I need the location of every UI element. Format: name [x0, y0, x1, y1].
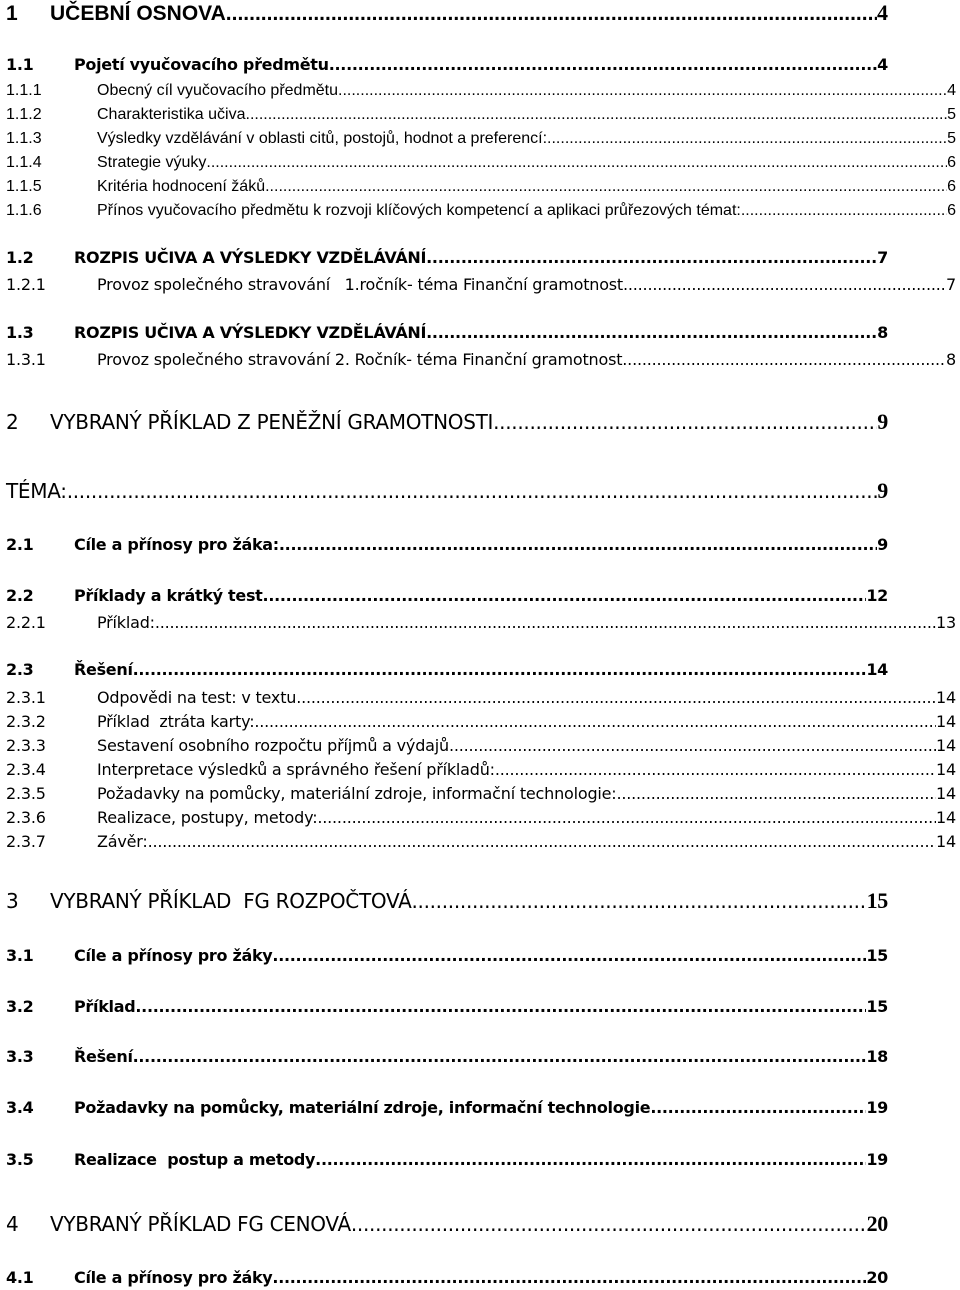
dot-leader: [296, 688, 936, 707]
toc-title: Charakteristika učiva: [97, 106, 246, 123]
toc-title: Výsledky vzdělávání v oblasti citů, postojů, hodnot a preferencí:: [97, 130, 548, 147]
toc-title: Příklad ztráta karty:: [97, 712, 255, 731]
dot-leader: [265, 178, 947, 196]
toc-page: 14: [936, 784, 956, 803]
toc-title: Řešení: [74, 1047, 133, 1066]
toc-title: Požadavky na pomůcky, materiální zdroje, informační technologie.: [74, 1098, 657, 1117]
dot-leader: [246, 106, 948, 124]
toc-page: 14: [936, 760, 956, 779]
toc-number: 1.1.3: [6, 130, 42, 147]
toc-page: 7: [877, 248, 888, 267]
toc-entry[interactable]: [6, 736, 956, 758]
toc-page: 6: [947, 154, 956, 171]
toc-number: 1.1.1: [6, 82, 42, 99]
toc-number: 4: [6, 1212, 19, 1236]
toc-page: 15: [866, 888, 888, 913]
dot-leader: [206, 154, 947, 172]
toc-entry[interactable]: [6, 1047, 888, 1069]
dot-leader: [279, 535, 877, 554]
toc-title: Provoz společného stravování 2. Ročník- téma Finanční gramotnost: [97, 350, 623, 369]
dot-leader: [317, 808, 936, 827]
toc-number: 1.3.1: [6, 350, 46, 369]
toc-page: 12: [866, 586, 888, 605]
dot-leader: [493, 410, 877, 434]
toc-page: 20: [866, 1268, 888, 1287]
toc-page: 14: [936, 712, 956, 731]
toc-entry[interactable]: [6, 1211, 888, 1239]
toc-entry[interactable]: [6, 55, 888, 77]
toc-entry[interactable]: [6, 154, 956, 176]
toc-entry[interactable]: [6, 535, 888, 557]
toc-title: Cíle a přínosy pro žáky: [74, 946, 273, 965]
toc-entry[interactable]: [6, 82, 956, 104]
dot-leader: [426, 323, 877, 342]
toc-title: ROZPIS UČIVA A VÝSLEDKY VZDĚLÁVÁNÍ: [74, 248, 427, 267]
toc-title: Požadavky na pomůcky, materiální zdroje, informační technologie:: [97, 784, 617, 803]
toc-title: Cíle a přínosy pro žáka:: [74, 535, 279, 554]
dot-leader: [133, 1047, 867, 1066]
toc-title: Příklady a krátký test: [74, 586, 263, 605]
toc-number: 1.1.6: [6, 202, 42, 219]
toc-number: 3.1: [6, 946, 34, 965]
toc-number: 2.2.1: [6, 613, 46, 632]
toc-entry[interactable]: [6, 688, 956, 710]
dot-leader: [148, 832, 936, 851]
toc-title: Pojetí vyučovacího předmětu: [74, 55, 329, 74]
toc-title: Strategie výuky: [97, 154, 207, 171]
toc-title: Kritéria hodnocení žáků: [97, 178, 266, 195]
toc-page: 9: [877, 409, 888, 434]
toc-entry[interactable]: [6, 946, 888, 968]
toc-entry[interactable]: [6, 248, 888, 270]
toc-number: 1: [6, 2, 18, 25]
toc-page: 13: [936, 613, 956, 632]
toc-page: 6: [947, 202, 956, 219]
toc-page: 19: [866, 1098, 888, 1117]
toc-number: 2.1: [6, 535, 34, 554]
toc-number: 3.4: [6, 1098, 34, 1117]
toc-number: 1.3: [6, 323, 34, 342]
toc-entry[interactable]: [6, 275, 956, 297]
toc-page: 7: [946, 275, 956, 294]
dot-leader: [741, 202, 947, 220]
toc-number: 2.3.1: [6, 688, 46, 707]
toc-entry[interactable]: [6, 1150, 888, 1172]
toc-entry[interactable]: [6, 130, 956, 152]
dot-leader: [272, 946, 866, 965]
toc-page: 4: [947, 82, 956, 99]
toc-entry[interactable]: [6, 660, 888, 682]
toc-title: Sestavení osobního rozpočtu příjmů a výdajů: [97, 736, 449, 755]
toc-title: VYBRANÝ PŘÍKLAD Z PENĚŽNÍ GRAMOTNOSTI: [50, 410, 494, 434]
toc-entry[interactable]: [6, 202, 956, 224]
toc-page: 14: [936, 808, 956, 827]
dot-leader: [67, 479, 878, 503]
dot-leader: [315, 1150, 866, 1169]
toc-page: 14: [936, 736, 956, 755]
toc-title: Cíle a přínosy pro žáky: [74, 1268, 273, 1287]
toc-title: Odpovědi na test: v textu: [97, 688, 297, 707]
toc-page: 5: [947, 106, 956, 123]
toc-page: 18: [866, 1047, 888, 1066]
toc-entry[interactable]: [6, 832, 956, 854]
toc-number: 1.2.1: [6, 275, 46, 294]
toc-number: 2.3.3: [6, 736, 46, 755]
toc-number: 2: [6, 410, 19, 434]
dot-leader: [133, 660, 867, 679]
toc-title: Realizace postup a metody: [74, 1150, 316, 1169]
toc-number: 1.2: [6, 248, 34, 267]
toc-page: 6: [947, 178, 956, 195]
dot-leader: [495, 760, 936, 779]
toc-title: ROZPIS UČIVA A VÝSLEDKY VZDĚLÁVÁNÍ: [74, 323, 427, 342]
toc-number: 1.1.5: [6, 178, 42, 195]
toc-number: 3.5: [6, 1150, 34, 1169]
toc-page: 14: [936, 832, 956, 851]
dot-leader: [656, 1098, 866, 1117]
toc-title: UČEBNÍ OSNOVA: [50, 2, 226, 25]
toc-title: Realizace, postupy, metody:: [97, 808, 318, 827]
toc-page: 5: [947, 130, 956, 147]
toc-number: 3: [6, 889, 19, 913]
toc-number: 3.2: [6, 997, 34, 1016]
dot-leader: [411, 889, 866, 913]
dot-leader: [226, 2, 877, 26]
dot-leader: [547, 130, 947, 148]
toc-entry[interactable]: [6, 350, 956, 372]
toc-entry[interactable]: [6, 888, 888, 916]
toc-title: TÉMA:: [6, 479, 67, 503]
toc-entry[interactable]: [6, 478, 888, 506]
toc-entry[interactable]: [6, 586, 888, 608]
toc-page: 4: [877, 55, 888, 74]
toc-number: 3.3: [6, 1047, 34, 1066]
dot-leader: [351, 1212, 867, 1236]
toc-number: 2.3.4: [6, 760, 46, 779]
dot-leader: [329, 55, 877, 74]
toc-title: Přínos vyučovacího předmětu k rozvoji klíčových kompetencí a aplikaci průřezových témat:: [97, 202, 741, 219]
toc-number: 2.3.2: [6, 712, 46, 731]
dot-leader: [338, 82, 947, 100]
toc-title: Obecný cíl vyučovacího předmětu: [97, 82, 339, 99]
toc-entry[interactable]: [6, 106, 956, 128]
dot-leader: [449, 736, 936, 755]
toc-page: 15: [866, 946, 888, 965]
toc-page: 8: [877, 323, 888, 342]
toc-entry[interactable]: [6, 808, 956, 830]
toc-number: 2.3.7: [6, 832, 46, 851]
toc-number: 2.2: [6, 586, 34, 605]
toc-entry[interactable]: [6, 712, 956, 734]
toc-number: 4.1: [6, 1268, 34, 1287]
toc-entry[interactable]: [6, 760, 956, 782]
dot-leader: [623, 275, 946, 294]
toc-title: Provoz společného stravování 1.ročník- téma Finanční gramotnost: [97, 275, 624, 294]
dot-leader: [155, 613, 936, 632]
toc-page: 15: [866, 997, 888, 1016]
toc-entry[interactable]: [6, 409, 888, 437]
toc-page: 20: [866, 1211, 888, 1236]
dot-leader: [254, 712, 936, 731]
dot-leader: [426, 248, 877, 267]
toc-title: VYBRANÝ PŘÍKLAD FG CENOVÁ: [50, 1212, 351, 1236]
toc-entry[interactable]: [6, 784, 956, 806]
toc-title: VYBRANÝ PŘÍKLAD FG ROZPOČTOVÁ: [50, 889, 412, 913]
dot-leader: [272, 1268, 866, 1287]
dot-leader: [617, 784, 937, 803]
toc-entry[interactable]: [6, 178, 956, 200]
dot-leader: [622, 350, 946, 369]
toc-page: 14: [866, 660, 888, 679]
toc-entry[interactable]: [6, 613, 956, 635]
dot-leader: [263, 586, 867, 605]
toc-page: 9: [877, 535, 888, 554]
toc-title: Závěr:: [97, 832, 148, 851]
toc-page: 19: [866, 1150, 888, 1169]
toc-title: Příklad: [74, 997, 136, 1016]
toc-page: 4: [877, 0, 888, 25]
toc-page: 9: [877, 478, 888, 503]
toc-entry[interactable]: [6, 1098, 888, 1120]
toc-title: Řešení: [74, 660, 133, 679]
toc-page: 8: [946, 350, 956, 369]
toc-entry[interactable]: [6, 997, 888, 1019]
toc-number: 2.3.6: [6, 808, 46, 827]
toc-title: Interpretace výsledků a správného řešení příkladů:: [97, 760, 495, 779]
toc-number: 2.3.5: [6, 784, 46, 803]
toc-title: Příklad:: [97, 613, 155, 632]
toc-number: 1.1: [6, 55, 34, 74]
toc-number: 2.3: [6, 660, 34, 679]
toc-page: 14: [936, 688, 956, 707]
toc-number: 1.1.4: [6, 154, 42, 171]
toc-entry[interactable]: [6, 0, 888, 28]
toc-entry[interactable]: [6, 1268, 888, 1290]
dot-leader: [135, 997, 866, 1016]
toc-number: 1.1.2: [6, 106, 42, 123]
toc-entry[interactable]: [6, 323, 888, 345]
